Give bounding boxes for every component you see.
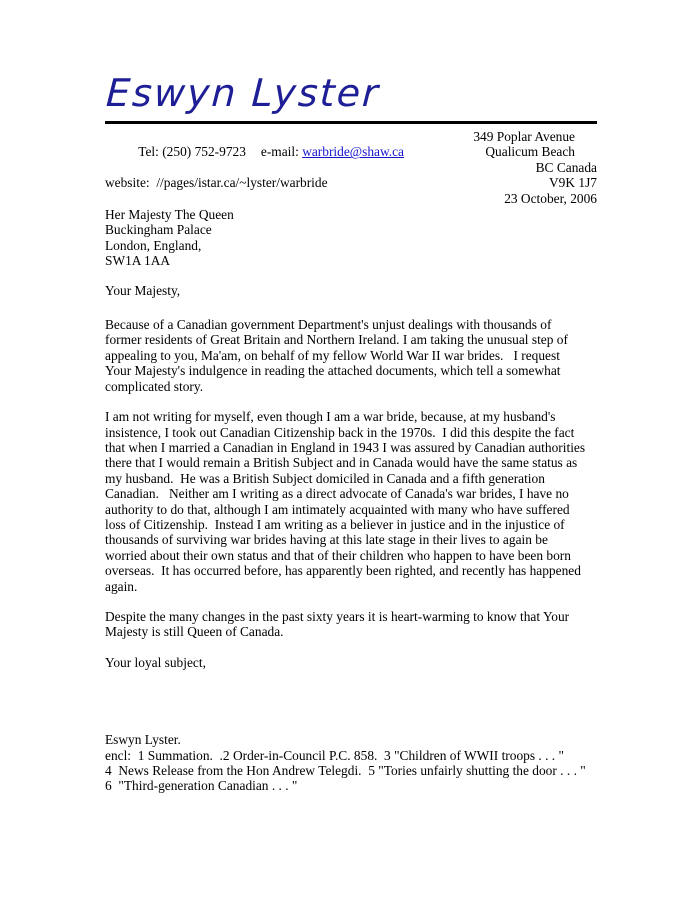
salutation: Your Majesty,	[105, 282, 181, 298]
text-line: Your Majesty's indulgence in reading the attached documents, which tell a somewhat	[105, 363, 561, 379]
text-line: my husband. He was a British Subject domiciled in Canada and a fifth generation	[105, 470, 545, 486]
text-line: London, England,	[105, 237, 202, 253]
text-line: Canadian. Neither am I writing as a direct advocate of Canada's war brides, I have no	[105, 486, 569, 502]
letterhead-name: Eswyn Lyster	[105, 71, 381, 115]
text-line: 6 "Third-generation Canadian . . . "	[105, 778, 298, 794]
website-text: website: //pages/istar.ca/~lyster/warbride	[105, 175, 328, 191]
sender-address-block	[473, 129, 597, 206]
text-line: there that I would remain a British Subject and in Canada would have the same status as	[105, 455, 578, 471]
text-line: Her Majesty The Queen	[105, 207, 234, 223]
closing: Your loyal subject,	[105, 654, 206, 670]
text-line: that when I married a Canadian in England in 1943 I was assured by Canadian authorities	[105, 439, 586, 455]
email-link[interactable]: warbride@shaw.ca	[302, 144, 404, 160]
text-line: complicated story.	[105, 378, 204, 394]
letterhead	[105, 70, 597, 206]
sender-address-line: V9K 1J7	[549, 175, 597, 191]
contact-block	[105, 129, 404, 206]
signature-name: Eswyn Lyster.	[105, 732, 181, 748]
phone-email-line	[105, 129, 404, 175]
text-line: Buckingham Palace	[105, 222, 212, 238]
text-line: Majesty is still Queen of Canada.	[105, 624, 284, 640]
paragraph-3	[105, 609, 597, 640]
text-line: 4 News Release from the Hon Andrew Telegdi. 5 "Tories unfairly shutting the door . . . "	[105, 763, 586, 778]
telephone-text: Tel: (250) 752-9723	[138, 144, 246, 160]
letterhead-contact-row	[105, 129, 597, 206]
letter-date: 23 October, 2006	[504, 190, 597, 206]
sender-address-line: Qualicum Beach	[485, 144, 575, 160]
text-line: insistence, I took out Canadian Citizenship back in the 1970s. I did this despite the fact	[105, 424, 575, 440]
sender-address-line: 349 Poplar Avenue	[473, 129, 575, 144]
text-line: former residents of Great Britain and Northern Ireland. I am taking the unusual step of	[105, 332, 568, 348]
email-label: e-mail:	[260, 144, 303, 160]
text-line: encl: 1 Summation. .2 Order-in-Council P.C. 858. 3 "Children of WWII troops . . . "	[105, 747, 564, 763]
letter-body	[105, 207, 597, 794]
recipient-address	[105, 207, 597, 269]
text-line: worried about their own status and that of their children who happen to have been born	[105, 547, 571, 563]
paragraph-1	[105, 317, 597, 394]
paragraph-2	[105, 409, 597, 594]
text-line: Because of a Canadian government Department's unjust dealings with thousands of	[105, 317, 552, 333]
text-line: Despite the many changes in the past sixty years it is heart-warming to know that Your	[105, 608, 570, 624]
text-line: loss of Citizenship. Instead I am writing as a believer in justice and in the injustice of	[105, 516, 565, 532]
text-line: overseas. It has occurred before, has apparently been righted, and recently has happened	[105, 563, 581, 579]
text-line: again.	[105, 578, 138, 594]
text-line: thousands of surviving war brides having at this late stage in their lives to again be	[105, 532, 548, 548]
enclosures-list	[105, 748, 597, 794]
text-line: SW1A 1AA	[105, 253, 171, 269]
text-line: I am not writing for myself, even though I am a war bride, because, at my husband's	[105, 409, 556, 425]
text-line: authority to do that, although I am intimately acquainted with many who have suffered	[105, 501, 570, 517]
text-line: appealing to you, Ma'am, on behalf of my fellow World War II war brides. I request	[105, 347, 560, 363]
letterhead-rule	[105, 121, 597, 124]
sender-address-line: BC Canada	[535, 159, 597, 175]
